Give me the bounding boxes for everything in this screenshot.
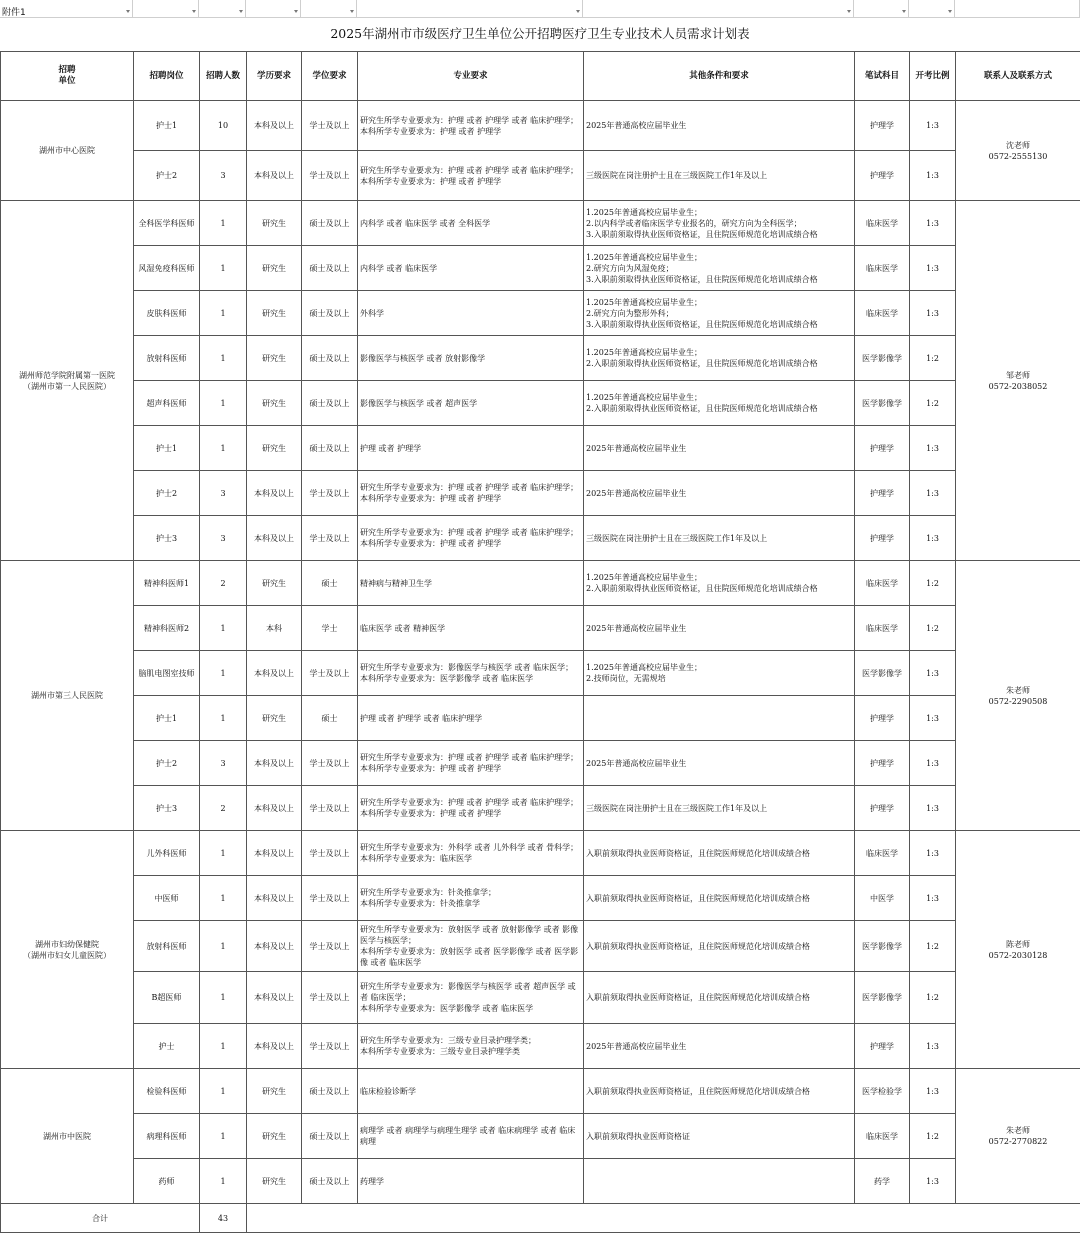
table-row: [1, 246, 1080, 291]
count-cell: 1: [200, 972, 247, 1024]
page-title: 2025年湖州市市级医疗卫生单位公开招聘医疗卫生专业技术人员需求计划表: [0, 22, 1080, 46]
ratio-cell: 1:3: [910, 1069, 956, 1114]
ratio-cell: 1:3: [910, 786, 956, 831]
ratio-cell: 1:3: [910, 1159, 956, 1204]
post-cell: 护士2: [134, 741, 200, 786]
edu-cell: 研究生: [247, 426, 302, 471]
ratio-cell: 1:2: [910, 921, 956, 972]
table-row: [1, 291, 1080, 336]
other-cell: 三级医院在岗注册护士且在三级医院工作1年及以上: [584, 151, 855, 201]
table-row: [1, 426, 1080, 471]
ratio-cell: 1:3: [910, 516, 956, 561]
header-count: 招聘人数: [200, 52, 247, 101]
post-cell: 护士2: [134, 151, 200, 201]
ratio-cell: 1:3: [910, 426, 956, 471]
post-cell: 药师: [134, 1159, 200, 1204]
other-cell: [584, 1159, 855, 1204]
post-cell: 精神科医师2: [134, 606, 200, 651]
table-row: [1, 741, 1080, 786]
table-row: [1, 696, 1080, 741]
filter-cell[interactable]: [199, 0, 246, 18]
table-row: [1, 651, 1080, 696]
major-cell: 内科学 或者 临床医学: [358, 246, 584, 291]
chevron-down-icon[interactable]: [576, 10, 580, 13]
other-cell: [584, 696, 855, 741]
edu-cell: 本科及以上: [247, 786, 302, 831]
exam-cell: 药学: [855, 1159, 910, 1204]
edu-cell: 本科及以上: [247, 921, 302, 972]
contact-cell: 陈老师 0572-2030128: [956, 831, 1080, 1069]
post-cell: 风湿免疫科医师: [134, 246, 200, 291]
degree-cell: 硕士及以上: [302, 336, 358, 381]
count-cell: 1: [200, 1024, 247, 1069]
exam-cell: 医学影像学: [855, 336, 910, 381]
other-cell: 1.2025年普通高校应届毕业生； 2.入职前须取得执业医师资格证，且住院医师规范化培训成绩合格: [584, 336, 855, 381]
major-cell: 病理学 或者 病理学与病理生理学 或者 临床病理学 或者 临床病理: [358, 1114, 584, 1159]
edu-cell: 本科及以上: [247, 471, 302, 516]
degree-cell: 硕士: [302, 696, 358, 741]
table-row: [1, 606, 1080, 651]
degree-cell: 学士及以上: [302, 516, 358, 561]
exam-cell: 护理学: [855, 741, 910, 786]
exam-cell: 护理学: [855, 1024, 910, 1069]
exam-cell: 护理学: [855, 426, 910, 471]
table-header-row: [1, 52, 1080, 101]
major-cell: 精神病与精神卫生学: [358, 561, 584, 606]
contact-cell: 朱老师 0572-2770822: [956, 1069, 1080, 1204]
chevron-down-icon[interactable]: [294, 10, 298, 13]
exam-cell: 中医学: [855, 876, 910, 921]
other-cell: 入职前须取得执业医师资格证，且住院医师规范化培训成绩合格: [584, 1069, 855, 1114]
edu-cell: 本科及以上: [247, 101, 302, 151]
filter-cell[interactable]: [955, 0, 1080, 18]
table-row: [1, 1024, 1080, 1069]
count-cell: 1: [200, 831, 247, 876]
degree-cell: 硕士及以上: [302, 246, 358, 291]
table-row: [1, 1159, 1080, 1204]
filter-cell[interactable]: [0, 0, 133, 18]
ratio-cell: 1:2: [910, 381, 956, 426]
count-cell: 1: [200, 876, 247, 921]
filter-cell[interactable]: [854, 0, 909, 18]
count-cell: 3: [200, 741, 247, 786]
ratio-cell: 1:2: [910, 606, 956, 651]
edu-cell: 研究生: [247, 201, 302, 246]
degree-cell: 硕士及以上: [302, 291, 358, 336]
table-row: [1, 972, 1080, 1024]
major-cell: 临床医学 或者 精神医学: [358, 606, 584, 651]
post-cell: 儿外科医师: [134, 831, 200, 876]
contact-cell: 沈老师 0572-2555130: [956, 101, 1080, 201]
exam-cell: 临床医学: [855, 561, 910, 606]
exam-cell: 临床医学: [855, 831, 910, 876]
count-cell: 1: [200, 381, 247, 426]
post-cell: 脑肌电图室技师: [134, 651, 200, 696]
major-cell: 研究生所学专业要求为：护理 或者 护理学 或者 临床护理学； 本科所学专业要求为：护理 或者 护理学: [358, 101, 584, 151]
ratio-cell: 1:2: [910, 972, 956, 1024]
count-cell: 1: [200, 201, 247, 246]
ratio-cell: 1:3: [910, 831, 956, 876]
post-cell: 皮肤科医师: [134, 291, 200, 336]
table-row: [1, 201, 1080, 246]
table-row: [1, 786, 1080, 831]
header-exam: 笔试科目: [855, 52, 910, 101]
post-cell: 放射科医师: [134, 921, 200, 972]
count-cell: 3: [200, 151, 247, 201]
degree-cell: 学士及以上: [302, 831, 358, 876]
post-cell: 检验科医师: [134, 1069, 200, 1114]
filter-cell[interactable]: [246, 0, 301, 18]
exam-cell: 护理学: [855, 101, 910, 151]
ratio-cell: 1:3: [910, 101, 956, 151]
major-cell: 研究生所学专业要求为：护理 或者 护理学 或者 临床护理学； 本科所学专业要求为：护理 或者 护理学: [358, 516, 584, 561]
post-cell: 护士1: [134, 101, 200, 151]
unit-name-cell: 湖州市第三人民医院: [1, 561, 134, 831]
other-cell: 1.2025年普通高校应届毕业生； 2.入职前须取得执业医师资格证，且住院医师规范化培训成绩合格: [584, 381, 855, 426]
ratio-cell: 1:2: [910, 561, 956, 606]
major-cell: 研究生所学专业要求为：针灸推拿学； 本科所学专业要求为：针灸推拿学: [358, 876, 584, 921]
edu-cell: 本科及以上: [247, 1024, 302, 1069]
total-label: 合计: [1, 1204, 200, 1233]
post-cell: 全科医学科医师: [134, 201, 200, 246]
other-cell: 入职前须取得执业医师资格证，且住院医师规范化培训成绩合格: [584, 921, 855, 972]
degree-cell: 学士及以上: [302, 651, 358, 696]
major-cell: 研究生所学专业要求为：护理 或者 护理学 或者 临床护理学； 本科所学专业要求为：护理 或者 护理学: [358, 741, 584, 786]
degree-cell: 学士及以上: [302, 101, 358, 151]
exam-cell: 医学影像学: [855, 381, 910, 426]
header-degree: 学位要求: [302, 52, 358, 101]
other-cell: 2025年普通高校应届毕业生: [584, 471, 855, 516]
degree-cell: 硕士及以上: [302, 1159, 358, 1204]
other-cell: 2025年普通高校应届毕业生: [584, 101, 855, 151]
unit-name-cell: 湖州市妇幼保健院 （湖州市妇女儿童医院）: [1, 831, 134, 1069]
major-cell: 研究生所学专业要求为：护理 或者 护理学 或者 临床护理学； 本科所学专业要求为：护理 或者 护理学: [358, 786, 584, 831]
count-cell: 1: [200, 1069, 247, 1114]
count-cell: 1: [200, 921, 247, 972]
other-cell: 2025年普通高校应届毕业生: [584, 1024, 855, 1069]
edu-cell: 研究生: [247, 246, 302, 291]
post-cell: 放射科医师: [134, 336, 200, 381]
edu-cell: 研究生: [247, 1159, 302, 1204]
other-cell: 入职前须取得执业医师资格证: [584, 1114, 855, 1159]
other-cell: 2025年普通高校应届毕业生: [584, 741, 855, 786]
header-post: 招聘岗位: [134, 52, 200, 101]
edu-cell: 研究生: [247, 336, 302, 381]
other-cell: 1.2025年普通高校应届毕业生； 2.研究方向为风湿免疫； 3.入职前须取得执业医师资格证，且住院医师规范化培训成绩合格: [584, 246, 855, 291]
major-cell: 研究生所学专业要求为：三级专业目录护理学类； 本科所学专业要求为：三级专业目录护理学类: [358, 1024, 584, 1069]
header-other: 其他条件和要求: [584, 52, 855, 101]
post-cell: 护士: [134, 1024, 200, 1069]
filter-cell[interactable]: [133, 0, 199, 18]
degree-cell: 硕士及以上: [302, 1114, 358, 1159]
count-cell: 10: [200, 101, 247, 151]
count-cell: 2: [200, 561, 247, 606]
header-major: 专业要求: [358, 52, 584, 101]
edu-cell: 本科: [247, 606, 302, 651]
edu-cell: 研究生: [247, 1114, 302, 1159]
recruitment-table: [0, 51, 1080, 1233]
ratio-cell: 1:3: [910, 151, 956, 201]
other-cell: 1.2025年普通高校应届毕业生； 2.研究方向为整形外科； 3.入职前须取得执业医师资格证，且住院医师规范化培训成绩合格: [584, 291, 855, 336]
chevron-down-icon[interactable]: [948, 10, 952, 13]
unit-name-cell: 湖州师范学院附属第一医院 （湖州市第一人民医院）: [1, 201, 134, 561]
degree-cell: 学士及以上: [302, 471, 358, 516]
major-cell: 内科学 或者 临床医学 或者 全科医学: [358, 201, 584, 246]
other-cell: 入职前须取得执业医师资格证，且住院医师规范化培训成绩合格: [584, 972, 855, 1024]
header-unit: 招聘 单位: [1, 52, 134, 101]
count-cell: 1: [200, 696, 247, 741]
edu-cell: 研究生: [247, 696, 302, 741]
table-row: [1, 921, 1080, 972]
major-cell: 药理学: [358, 1159, 584, 1204]
edu-cell: 研究生: [247, 561, 302, 606]
edu-cell: 研究生: [247, 1069, 302, 1114]
degree-cell: 硕士及以上: [302, 381, 358, 426]
table-row: [1, 516, 1080, 561]
chevron-down-icon[interactable]: [239, 10, 243, 13]
exam-cell: 护理学: [855, 151, 910, 201]
total-count: 43: [200, 1204, 247, 1233]
count-cell: 1: [200, 291, 247, 336]
filter-cell[interactable]: [909, 0, 955, 18]
total-row: [1, 1204, 1080, 1233]
filter-cell[interactable]: [357, 0, 583, 18]
exam-cell: 护理学: [855, 696, 910, 741]
major-cell: 研究生所学专业要求为：护理 或者 护理学 或者 临床护理学； 本科所学专业要求为：护理 或者 护理学: [358, 151, 584, 201]
table-row: [1, 151, 1080, 201]
count-cell: 1: [200, 1114, 247, 1159]
degree-cell: 学士: [302, 606, 358, 651]
table-row: [1, 381, 1080, 426]
exam-cell: 临床医学: [855, 291, 910, 336]
count-cell: 2: [200, 786, 247, 831]
degree-cell: 学士及以上: [302, 786, 358, 831]
other-cell: 2025年普通高校应届毕业生: [584, 426, 855, 471]
table-row: [1, 471, 1080, 516]
degree-cell: 学士及以上: [302, 972, 358, 1024]
major-cell: 影像医学与核医学 或者 超声医学: [358, 381, 584, 426]
chevron-down-icon[interactable]: [192, 10, 196, 13]
ratio-cell: 1:3: [910, 246, 956, 291]
exam-cell: 临床医学: [855, 1114, 910, 1159]
post-cell: 护士1: [134, 696, 200, 741]
other-cell: 2025年普通高校应届毕业生: [584, 606, 855, 651]
exam-cell: 临床医学: [855, 606, 910, 651]
ratio-cell: 1:3: [910, 201, 956, 246]
unit-name-cell: 湖州市中医院: [1, 1069, 134, 1204]
other-cell: 1.2025年普通高校应届毕业生； 2.以内科学或者临床医学专业报名的，研究方向为全科医学； 3.入职前须取得执业医师资格证，且住院医师规范化培训成绩合格: [584, 201, 855, 246]
ratio-cell: 1:2: [910, 1114, 956, 1159]
degree-cell: 硕士: [302, 561, 358, 606]
major-cell: 研究生所学专业要求为：护理 或者 护理学 或者 临床护理学； 本科所学专业要求为：护理 或者 护理学: [358, 471, 584, 516]
header-edu: 学历要求: [247, 52, 302, 101]
count-cell: 3: [200, 516, 247, 561]
ratio-cell: 1:3: [910, 471, 956, 516]
other-cell: 入职前须取得执业医师资格证，且住院医师规范化培训成绩合格: [584, 831, 855, 876]
edu-cell: 本科及以上: [247, 972, 302, 1024]
exam-cell: 医学检验学: [855, 1069, 910, 1114]
ratio-cell: 1:3: [910, 1024, 956, 1069]
filter-cell[interactable]: [583, 0, 854, 18]
major-cell: 外科学: [358, 291, 584, 336]
contact-cell: 邹老师 0572-2038052: [956, 201, 1080, 561]
count-cell: 3: [200, 471, 247, 516]
other-cell: 三级医院在岗注册护士且在三级医院工作1年及以上: [584, 516, 855, 561]
chevron-down-icon[interactable]: [350, 10, 354, 13]
ratio-cell: 1:3: [910, 876, 956, 921]
other-cell: 1.2025年普通高校应届毕业生； 2.入职前须取得执业医师资格证，且住院医师规范化培训成绩合格: [584, 561, 855, 606]
post-cell: 护士2: [134, 471, 200, 516]
exam-cell: 护理学: [855, 786, 910, 831]
edu-cell: 本科及以上: [247, 651, 302, 696]
major-cell: 研究生所学专业要求为：影像医学与核医学 或者 超声医学 或者 临床医学； 本科所学专业要求为：医学影像学 或者 临床医学: [358, 972, 584, 1024]
header-contact: 联系人及联系方式: [956, 52, 1080, 101]
unit-name-cell: 湖州市中心医院: [1, 101, 134, 201]
other-cell: 1.2025年普通高校应届毕业生； 2.技师岗位，无需规培: [584, 651, 855, 696]
major-cell: 研究生所学专业要求为：影像医学与核医学 或者 临床医学； 本科所学专业要求为：医学影像学 或者 临床医学: [358, 651, 584, 696]
edu-cell: 研究生: [247, 381, 302, 426]
degree-cell: 学士及以上: [302, 921, 358, 972]
degree-cell: 硕士及以上: [302, 1069, 358, 1114]
exam-cell: 护理学: [855, 471, 910, 516]
major-cell: 护理 或者 护理学: [358, 426, 584, 471]
degree-cell: 学士及以上: [302, 151, 358, 201]
ratio-cell: 1:3: [910, 741, 956, 786]
count-cell: 1: [200, 606, 247, 651]
major-cell: 研究生所学专业要求为：放射医学 或者 放射影像学 或者 影像医学与核医学； 本科所学专业要求为：放射医学 或者 医学影像学 或者 医学影像 或者 临床医学: [358, 921, 584, 972]
table-row: [1, 1069, 1080, 1114]
chevron-down-icon[interactable]: [902, 10, 906, 13]
ratio-cell: 1:3: [910, 696, 956, 741]
count-cell: 1: [200, 426, 247, 471]
table-row: [1, 831, 1080, 876]
header-ratio: 开考比例: [910, 52, 956, 101]
post-cell: 护士1: [134, 426, 200, 471]
table-row: [1, 561, 1080, 606]
other-cell: 三级医院在岗注册护士且在三级医院工作1年及以上: [584, 786, 855, 831]
exam-cell: 医学影像学: [855, 921, 910, 972]
post-cell: 护士3: [134, 786, 200, 831]
post-cell: 病理科医师: [134, 1114, 200, 1159]
ratio-cell: 1:3: [910, 291, 956, 336]
exam-cell: 医学影像学: [855, 972, 910, 1024]
edu-cell: 研究生: [247, 291, 302, 336]
contact-cell: 朱老师 0572-2290508: [956, 561, 1080, 831]
post-cell: B超医师: [134, 972, 200, 1024]
ratio-cell: 1:2: [910, 336, 956, 381]
edu-cell: 本科及以上: [247, 741, 302, 786]
annex-label: 附件1: [0, 8, 26, 18]
ratio-cell: 1:3: [910, 651, 956, 696]
exam-cell: 临床医学: [855, 201, 910, 246]
post-cell: 中医师: [134, 876, 200, 921]
major-cell: 影像医学与核医学 或者 放射影像学: [358, 336, 584, 381]
degree-cell: 硕士及以上: [302, 201, 358, 246]
exam-cell: 护理学: [855, 516, 910, 561]
post-cell: 超声科医师: [134, 381, 200, 426]
total-empty-cell: [247, 1204, 1080, 1233]
count-cell: 1: [200, 246, 247, 291]
count-cell: 1: [200, 651, 247, 696]
major-cell: 护理 或者 护理学 或者 临床护理学: [358, 696, 584, 741]
filter-cell[interactable]: [301, 0, 357, 18]
edu-cell: 本科及以上: [247, 876, 302, 921]
chevron-down-icon[interactable]: [126, 10, 130, 13]
degree-cell: 学士及以上: [302, 876, 358, 921]
edu-cell: 本科及以上: [247, 151, 302, 201]
exam-cell: 医学影像学: [855, 651, 910, 696]
post-cell: 护士3: [134, 516, 200, 561]
major-cell: 临床检验诊断学: [358, 1069, 584, 1114]
exam-cell: 临床医学: [855, 246, 910, 291]
degree-cell: 学士及以上: [302, 1024, 358, 1069]
major-cell: 研究生所学专业要求为：外科学 或者 儿外科学 或者 骨科学； 本科所学专业要求为：临床医学: [358, 831, 584, 876]
other-cell: 入职前须取得执业医师资格证，且住院医师规范化培训成绩合格: [584, 876, 855, 921]
chevron-down-icon[interactable]: [847, 10, 851, 13]
table-row: [1, 1114, 1080, 1159]
degree-cell: 学士及以上: [302, 741, 358, 786]
edu-cell: 本科及以上: [247, 831, 302, 876]
table-row: [1, 336, 1080, 381]
count-cell: 1: [200, 1159, 247, 1204]
table-row: [1, 876, 1080, 921]
post-cell: 精神科医师1: [134, 561, 200, 606]
table-row: [1, 101, 1080, 151]
spreadsheet-filter-row: [0, 0, 1080, 18]
count-cell: 1: [200, 336, 247, 381]
edu-cell: 本科及以上: [247, 516, 302, 561]
degree-cell: 硕士及以上: [302, 426, 358, 471]
